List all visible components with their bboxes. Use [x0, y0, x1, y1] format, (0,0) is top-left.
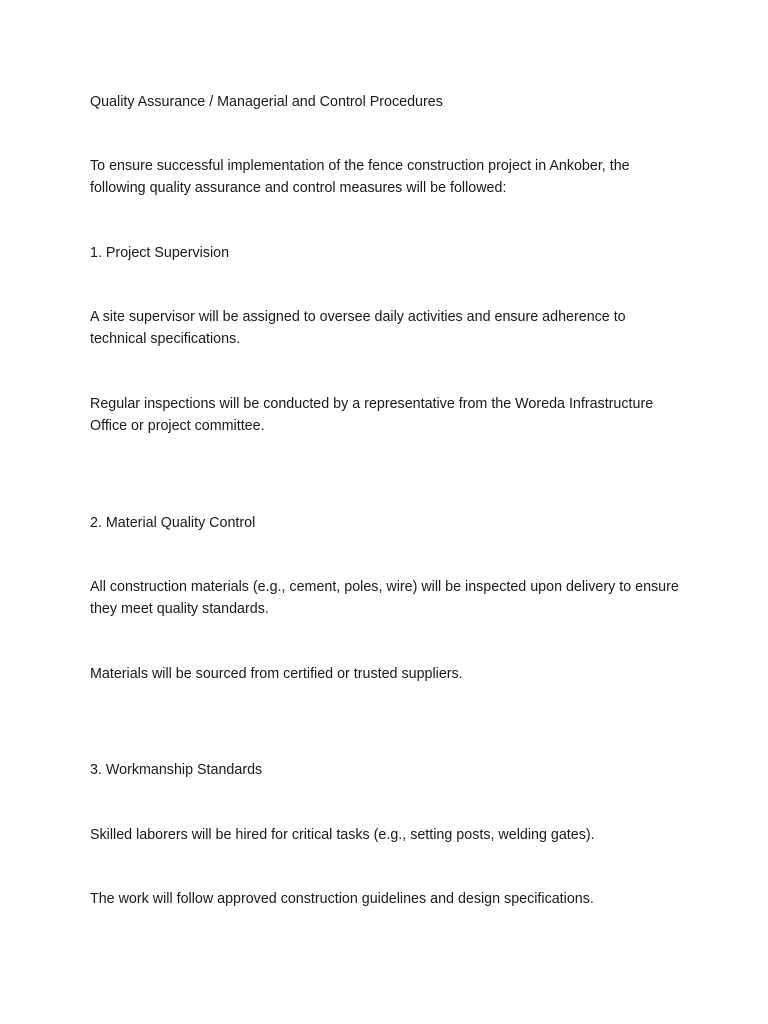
- paragraph-materials-inspected: All construction materials (e.g., cement, poles, wire) will be inspected upon delivery to ensure they meet quality standards.: [90, 579, 679, 617]
- paragraph-site-supervisor: A site supervisor will be assigned to oversee daily activities and ensure adherence to technical specifications.: [90, 309, 626, 347]
- section-heading-workmanship: 3. Workmanship Standards: [90, 762, 263, 778]
- paragraph-guidelines: The work will follow approved construction guidelines and design specifications.: [90, 891, 594, 907]
- paragraph-materials-sourced: Materials will be sourced from certified or trusted suppliers.: [90, 666, 463, 682]
- paragraph-skilled-laborers: Skilled laborers will be hired for critical tasks (e.g., setting posts, welding gates).: [90, 827, 595, 843]
- section-heading-material-quality: 2. Material Quality Control: [90, 515, 256, 531]
- intro-paragraph: To ensure successful implementation of the fence construction project in Ankober, the following quality assurance and control measures will be followed:: [90, 158, 630, 196]
- section-heading-project-supervision: 1. Project Supervision: [90, 245, 230, 261]
- paragraph-regular-inspections: Regular inspections will be conducted by a representative from the Woreda Infrastructure Office or project committee.: [90, 396, 654, 434]
- document-title: Quality Assurance / Managerial and Control Procedures: [90, 94, 443, 110]
